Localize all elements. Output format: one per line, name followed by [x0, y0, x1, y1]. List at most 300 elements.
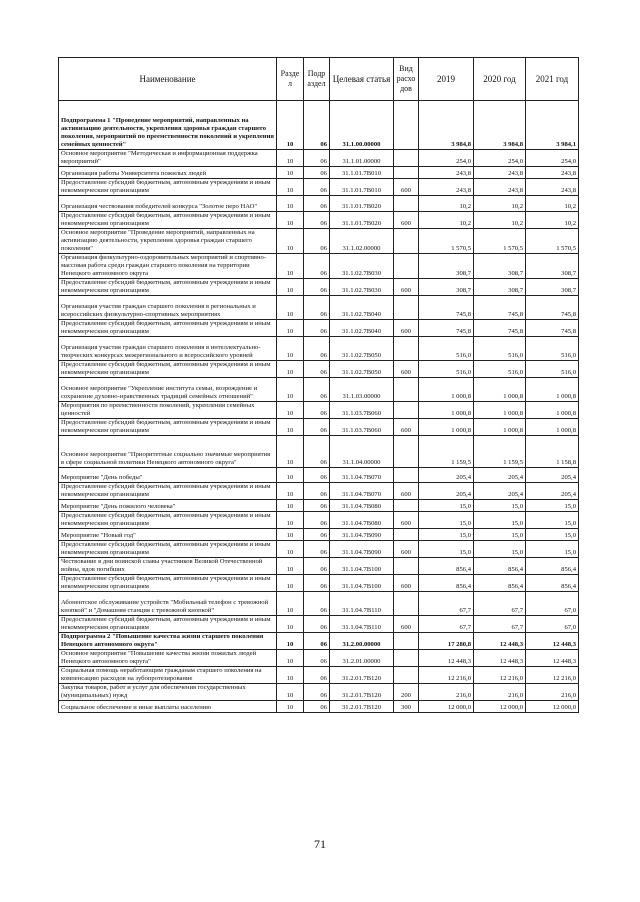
table-header-row — [59, 58, 579, 101]
cell-2020: 1 159,5 — [474, 436, 526, 468]
cell-2021: 216,0 — [526, 684, 579, 701]
cell-target-article: 31.1.02.7В040 — [330, 320, 394, 337]
table-row — [59, 701, 579, 713]
cell-2020: 745,8 — [474, 320, 526, 337]
cell-expense-type — [394, 337, 419, 361]
table-body — [59, 101, 579, 713]
cell-2019: 243,8 — [419, 167, 474, 179]
cell-expense-type: 600 — [394, 212, 419, 229]
cell-expense-type — [394, 468, 419, 483]
cell-2019: 205,4 — [419, 483, 474, 500]
cell-expense-type — [394, 558, 419, 575]
cell-section: 10 — [277, 500, 304, 512]
cell-subsection: 06 — [304, 419, 330, 436]
cell-2020: 15,0 — [474, 541, 526, 558]
cell-expense-type: 200 — [394, 684, 419, 701]
cell-2021: 516,0 — [526, 361, 579, 378]
cell-2019: 516,0 — [419, 361, 474, 378]
cell-2020: 15,0 — [474, 512, 526, 529]
cell-2021: 856,4 — [526, 575, 579, 592]
cell-2019: 745,8 — [419, 320, 474, 337]
cell-2019: 516,0 — [419, 337, 474, 361]
table-row — [59, 378, 579, 402]
table-row — [59, 633, 579, 650]
cell-2019: 308,7 — [419, 279, 474, 296]
cell-subsection: 06 — [304, 541, 330, 558]
cell-section: 10 — [277, 167, 304, 179]
cell-expense-type — [394, 296, 419, 320]
table-row — [59, 337, 579, 361]
cell-section: 10 — [277, 296, 304, 320]
cell-2020: 243,8 — [474, 167, 526, 179]
cell-expense-type: 600 — [394, 575, 419, 592]
cell-name: Абонентское обслуживание устройств "Мобильный телефон с тревожной кнопкой" и "Домашняя станция с тревожной кнопкой" — [59, 592, 277, 616]
cell-section: 10 — [277, 361, 304, 378]
table-row — [59, 361, 579, 378]
cell-section: 10 — [277, 650, 304, 667]
cell-2020: 10,2 — [474, 212, 526, 229]
header-target-article: Целевая статья — [330, 58, 394, 101]
cell-section: 10 — [277, 684, 304, 701]
cell-target-article: 31.1.04.7В070 — [330, 483, 394, 500]
cell-2021: 1 570,5 — [526, 229, 579, 254]
cell-2019: 308,7 — [419, 254, 474, 279]
cell-subsection: 06 — [304, 436, 330, 468]
header-expense-type: Вид расхо дов — [394, 58, 419, 101]
cell-2020: 308,7 — [474, 254, 526, 279]
cell-2019: 15,0 — [419, 512, 474, 529]
cell-subsection: 06 — [304, 361, 330, 378]
cell-section: 10 — [277, 468, 304, 483]
cell-target-article: 31.1.04.7В080 — [330, 500, 394, 512]
cell-target-article: 31.1.03.00000 — [330, 378, 394, 402]
cell-target-article: 31.1.04.7В110 — [330, 592, 394, 616]
table-row — [59, 279, 579, 296]
table-row — [59, 483, 579, 500]
table-row — [59, 254, 579, 279]
header-section: Разде л — [277, 58, 304, 101]
cell-2021: 15,0 — [526, 541, 579, 558]
table-row — [59, 592, 579, 616]
cell-2019: 1 000,8 — [419, 378, 474, 402]
cell-name: Основное мероприятие "Повышение качества жизни пожилых людей Ненецкого автономного округа" — [59, 650, 277, 667]
cell-2021: 12 216,0 — [526, 667, 579, 684]
cell-name: Мероприятие "Новый год" — [59, 529, 277, 541]
cell-target-article: 31.1.02.7В050 — [330, 337, 394, 361]
cell-name: Основное мероприятие "Приоритетные социально значимые мероприятия в сфере социальной политики Ненецкого автономного округа" — [59, 436, 277, 468]
cell-section: 10 — [277, 101, 304, 150]
cell-name: Предоставление субсидий бюджетным, автономным учреждениям и иным некоммерческим организациям — [59, 361, 277, 378]
cell-subsection: 06 — [304, 212, 330, 229]
cell-target-article: 31.1.02.7В040 — [330, 296, 394, 320]
cell-target-article: 31.1.01.7В020 — [330, 212, 394, 229]
cell-2019: 1 000,8 — [419, 419, 474, 436]
header-2021: 2021 год — [526, 58, 579, 101]
cell-target-article: 31.1.01.7В020 — [330, 196, 394, 212]
cell-2020: 15,0 — [474, 529, 526, 541]
cell-2021: 10,2 — [526, 212, 579, 229]
table-row — [59, 167, 579, 179]
cell-subsection: 06 — [304, 101, 330, 150]
cell-target-article: 31.1.01.00000 — [330, 150, 394, 167]
cell-expense-type: 600 — [394, 320, 419, 337]
cell-section: 10 — [277, 337, 304, 361]
cell-2021: 15,0 — [526, 512, 579, 529]
cell-expense-type — [394, 500, 419, 512]
cell-name: Предоставление субсидий бюджетным, автономным учреждениям и иным некоммерческим организациям — [59, 616, 277, 633]
cell-expense-type: 600 — [394, 541, 419, 558]
cell-2020: 856,4 — [474, 575, 526, 592]
table-row — [59, 529, 579, 541]
header-name: Наименование — [59, 58, 277, 101]
table-row — [59, 419, 579, 436]
cell-expense-type: 300 — [394, 701, 419, 713]
cell-target-article: 31.1.01.7В010 — [330, 167, 394, 179]
cell-target-article: 31.1.03.7В060 — [330, 419, 394, 436]
cell-2020: 12 448,3 — [474, 650, 526, 667]
cell-2021: 1 000,8 — [526, 402, 579, 419]
cell-2020: 216,0 — [474, 684, 526, 701]
cell-expense-type — [394, 529, 419, 541]
cell-subsection: 06 — [304, 483, 330, 500]
cell-2021: 10,2 — [526, 196, 579, 212]
cell-2019: 745,8 — [419, 296, 474, 320]
cell-name: Предоставление субсидий бюджетным, автономным учреждениям и иным некоммерческим организациям — [59, 279, 277, 296]
header-2020: 2020 год — [474, 58, 526, 101]
cell-subsection: 06 — [304, 279, 330, 296]
cell-name: Социальное обеспечение и иные выплаты населению — [59, 701, 277, 713]
cell-2020: 1 000,8 — [474, 419, 526, 436]
cell-2019: 216,0 — [419, 684, 474, 701]
cell-subsection: 06 — [304, 701, 330, 713]
cell-2019: 254,0 — [419, 150, 474, 167]
cell-2020: 745,8 — [474, 296, 526, 320]
cell-target-article: 31.1.04.7В100 — [330, 575, 394, 592]
cell-expense-type — [394, 167, 419, 179]
cell-2019: 10,2 — [419, 196, 474, 212]
cell-subsection: 06 — [304, 378, 330, 402]
cell-2020: 856,4 — [474, 558, 526, 575]
budget-table — [58, 57, 579, 713]
cell-2019: 205,4 — [419, 468, 474, 483]
cell-subsection: 06 — [304, 229, 330, 254]
cell-name: Мероприятие "День пожилого человека" — [59, 500, 277, 512]
cell-2019: 3 984,8 — [419, 101, 474, 150]
cell-target-article: 31.1.04.7В090 — [330, 541, 394, 558]
cell-section: 10 — [277, 592, 304, 616]
table-row — [59, 402, 579, 419]
cell-subsection: 06 — [304, 529, 330, 541]
cell-section: 10 — [277, 402, 304, 419]
table-row — [59, 616, 579, 633]
cell-2021: 254,0 — [526, 150, 579, 167]
page-number: 71 — [314, 837, 326, 851]
cell-2021: 15,0 — [526, 529, 579, 541]
cell-2021: 12 000,0 — [526, 701, 579, 713]
cell-section: 10 — [277, 212, 304, 229]
cell-2019: 1 000,8 — [419, 402, 474, 419]
cell-2019: 12 216,0 — [419, 667, 474, 684]
table-row — [59, 512, 579, 529]
cell-name: Основное мероприятие "Укрепление института семьи, возрождение и сохранение духовно-нравственных традиций семейных отношений" — [59, 378, 277, 402]
table-row — [59, 500, 579, 512]
cell-target-article: 31.1.00.00000 — [330, 101, 394, 150]
table-row — [59, 541, 579, 558]
cell-2021: 308,7 — [526, 279, 579, 296]
cell-2021: 3 984,1 — [526, 101, 579, 150]
cell-expense-type — [394, 101, 419, 150]
table-row — [59, 101, 579, 150]
cell-2020: 205,4 — [474, 468, 526, 483]
table-row — [59, 296, 579, 320]
table-row — [59, 179, 579, 196]
cell-subsection: 06 — [304, 150, 330, 167]
cell-2020: 254,0 — [474, 150, 526, 167]
cell-2020: 205,4 — [474, 483, 526, 500]
cell-subsection: 06 — [304, 633, 330, 650]
cell-name: Организация работы Университета пожилых людей — [59, 167, 277, 179]
cell-target-article: 31.1.03.7В060 — [330, 402, 394, 419]
cell-2021: 205,4 — [526, 483, 579, 500]
cell-2021: 67,0 — [526, 592, 579, 616]
cell-section: 10 — [277, 378, 304, 402]
cell-expense-type: 600 — [394, 361, 419, 378]
cell-subsection: 06 — [304, 402, 330, 419]
cell-subsection: 06 — [304, 167, 330, 179]
cell-expense-type — [394, 150, 419, 167]
cell-subsection: 06 — [304, 558, 330, 575]
cell-target-article: 31.2.01.7В120 — [330, 684, 394, 701]
table-row — [59, 436, 579, 468]
cell-2020: 243,8 — [474, 179, 526, 196]
cell-subsection: 06 — [304, 667, 330, 684]
cell-subsection: 06 — [304, 684, 330, 701]
cell-2019: 12 000,0 — [419, 701, 474, 713]
cell-section: 10 — [277, 436, 304, 468]
cell-name: Основное мероприятие "Проведение мероприятий, направленных на активизацию деятельности, укрепления здоровья граждан старшего поколения" — [59, 229, 277, 254]
cell-2021: 15,0 — [526, 500, 579, 512]
cell-section: 10 — [277, 701, 304, 713]
cell-section: 10 — [277, 320, 304, 337]
table-row — [59, 212, 579, 229]
cell-subsection: 06 — [304, 650, 330, 667]
cell-name: Предоставление субсидий бюджетным, автономным учреждениям и иным некоммерческим организациям — [59, 419, 277, 436]
cell-section: 10 — [277, 254, 304, 279]
cell-expense-type: 600 — [394, 616, 419, 633]
cell-2021: 308,7 — [526, 254, 579, 279]
table-row — [59, 229, 579, 254]
table-row — [59, 558, 579, 575]
cell-name: Социальная помощь неработающим гражданам старшего поколения на компенсацию расходов на зубопротезирование — [59, 667, 277, 684]
table-row — [59, 575, 579, 592]
cell-subsection: 06 — [304, 320, 330, 337]
cell-expense-type — [394, 667, 419, 684]
cell-target-article: 31.2.01.7В120 — [330, 667, 394, 684]
cell-target-article: 31.1.02.7В030 — [330, 279, 394, 296]
cell-target-article: 31.1.02.00000 — [330, 229, 394, 254]
cell-name: Предоставление субсидий бюджетным, автономным учреждениям и иным некоммерческим организациям — [59, 212, 277, 229]
cell-expense-type — [394, 229, 419, 254]
cell-name: Мероприятия по преемственности поколений, укрепления семейных ценностей — [59, 402, 277, 419]
cell-2019: 12 448,3 — [419, 650, 474, 667]
cell-2019: 67,7 — [419, 616, 474, 633]
cell-2021: 1 000,8 — [526, 419, 579, 436]
cell-target-article: 31.1.04.7В070 — [330, 468, 394, 483]
cell-target-article: 31.2.00.00000 — [330, 633, 394, 650]
cell-2019: 243,8 — [419, 179, 474, 196]
cell-2020: 308,7 — [474, 279, 526, 296]
cell-name: Подпрограмма 1 "Проведение мероприятий, направленных на активизацию деятельности, укрепления здоровья граждан старшего поколения, мероприятий по преемственности поколений и укрепления семейных ценностей" — [59, 101, 277, 150]
cell-target-article: 31.1.04.7В110 — [330, 616, 394, 633]
cell-section: 10 — [277, 529, 304, 541]
cell-name: Организация чествования победителей конкурса "Золотое перо НАО" — [59, 196, 277, 212]
cell-2021: 12 448,3 — [526, 650, 579, 667]
cell-2021: 1 000,8 — [526, 378, 579, 402]
cell-section: 10 — [277, 419, 304, 436]
cell-section: 10 — [277, 150, 304, 167]
cell-section: 10 — [277, 541, 304, 558]
header-subsection: Подр аздел — [304, 58, 330, 101]
cell-2020: 516,0 — [474, 337, 526, 361]
cell-expense-type — [394, 196, 419, 212]
header-2019: 2019 — [419, 58, 474, 101]
cell-expense-type: 600 — [394, 179, 419, 196]
cell-section: 10 — [277, 558, 304, 575]
cell-2021: 67,0 — [526, 616, 579, 633]
cell-2019: 856,4 — [419, 575, 474, 592]
cell-section: 10 — [277, 229, 304, 254]
table-row — [59, 150, 579, 167]
cell-section: 10 — [277, 279, 304, 296]
cell-section: 10 — [277, 616, 304, 633]
cell-name: Предоставление субсидий бюджетным, автономным учреждениям и иным некоммерческим организациям — [59, 483, 277, 500]
cell-section: 10 — [277, 512, 304, 529]
table-row — [59, 468, 579, 483]
cell-subsection: 06 — [304, 500, 330, 512]
cell-2021: 243,8 — [526, 179, 579, 196]
cell-subsection: 06 — [304, 179, 330, 196]
cell-target-article: 31.2.01.00000 — [330, 650, 394, 667]
cell-target-article: 31.1.04.00000 — [330, 436, 394, 468]
cell-subsection: 06 — [304, 592, 330, 616]
cell-expense-type — [394, 650, 419, 667]
cell-2020: 1 000,8 — [474, 402, 526, 419]
cell-2019: 15,0 — [419, 500, 474, 512]
cell-name: Мероприятие "День победы" — [59, 468, 277, 483]
cell-2021: 1 158,8 — [526, 436, 579, 468]
cell-2020: 67,7 — [474, 592, 526, 616]
cell-2020: 12 000,0 — [474, 701, 526, 713]
cell-2019: 10,2 — [419, 212, 474, 229]
cell-expense-type — [394, 378, 419, 402]
cell-name: Предоставление субсидий бюджетным, автономным учреждениям и иным некоммерческим организациям — [59, 512, 277, 529]
cell-expense-type: 600 — [394, 483, 419, 500]
cell-target-article: 31.1.01.7В010 — [330, 179, 394, 196]
cell-2019: 17 280,8 — [419, 633, 474, 650]
cell-2020: 1 000,8 — [474, 378, 526, 402]
cell-subsection: 06 — [304, 512, 330, 529]
cell-section: 10 — [277, 667, 304, 684]
table-row — [59, 684, 579, 701]
cell-2021: 856,4 — [526, 558, 579, 575]
table-row — [59, 196, 579, 212]
cell-subsection: 06 — [304, 575, 330, 592]
cell-subsection: 06 — [304, 254, 330, 279]
cell-name: Организация участия граждан старшего поколения в региональных и всероссийских физкультурно-спортивных мероприятиях — [59, 296, 277, 320]
cell-name: Организация участия граждан старшего поколения в интеллектуально-творческих конкурсах межрегионального и всероссийского уровней — [59, 337, 277, 361]
cell-2019: 15,0 — [419, 541, 474, 558]
cell-2019: 15,0 — [419, 529, 474, 541]
cell-name: Подпрограмма 2 "Повышение качества жизни старшего поколения Ненецкого автономного округа" — [59, 633, 277, 650]
table-row — [59, 667, 579, 684]
cell-target-article: 31.1.04.7В080 — [330, 512, 394, 529]
cell-subsection: 06 — [304, 468, 330, 483]
cell-2021: 516,0 — [526, 337, 579, 361]
cell-name: Предоставление субсидий бюджетным, автономным учреждениям и иным некоммерческим организациям — [59, 179, 277, 196]
cell-section: 10 — [277, 575, 304, 592]
cell-2021: 243,8 — [526, 167, 579, 179]
cell-expense-type — [394, 254, 419, 279]
cell-2021: 12 448,3 — [526, 633, 579, 650]
cell-2020: 67,7 — [474, 616, 526, 633]
cell-subsection: 06 — [304, 296, 330, 320]
cell-name: Предоставление субсидий бюджетным, автономным учреждениям и иным некоммерческим организациям — [59, 575, 277, 592]
cell-expense-type — [394, 592, 419, 616]
cell-subsection: 06 — [304, 337, 330, 361]
cell-2021: 745,8 — [526, 296, 579, 320]
cell-2020: 12 216,0 — [474, 667, 526, 684]
cell-name: Предоставление субсидий бюджетным, автономным учреждениям и иным некоммерческим организациям — [59, 541, 277, 558]
cell-name: Организация физкультурно-оздоровительных мероприятий и спортивно-массовая работа среди граждан старшего поколения на территории Ненецкого автономного округа — [59, 254, 277, 279]
cell-expense-type — [394, 436, 419, 468]
cell-expense-type: 600 — [394, 279, 419, 296]
cell-2019: 856,4 — [419, 558, 474, 575]
cell-2019: 1 159,5 — [419, 436, 474, 468]
cell-2021: 745,8 — [526, 320, 579, 337]
cell-expense-type: 600 — [394, 419, 419, 436]
cell-2020: 12 448,3 — [474, 633, 526, 650]
table-row — [59, 320, 579, 337]
table-row — [59, 650, 579, 667]
cell-target-article: 31.1.04.7В090 — [330, 529, 394, 541]
cell-2020: 3 984,8 — [474, 101, 526, 150]
cell-expense-type — [394, 402, 419, 419]
cell-2020: 1 570,5 — [474, 229, 526, 254]
cell-section: 10 — [277, 179, 304, 196]
cell-name: Закупка товаров, работ и услуг для обеспечения государственных (муниципальных) нужд — [59, 684, 277, 701]
cell-name: Чествование в дни воинской славы участников Великой Отечественной войны, вдов погибших — [59, 558, 277, 575]
cell-target-article: 31.1.02.7В030 — [330, 254, 394, 279]
cell-2019: 67,7 — [419, 592, 474, 616]
cell-name: Основное мероприятие "Методическая и информационная поддержка мероприятий" — [59, 150, 277, 167]
cell-section: 10 — [277, 633, 304, 650]
cell-subsection: 06 — [304, 616, 330, 633]
cell-2020: 15,0 — [474, 500, 526, 512]
cell-expense-type: 600 — [394, 512, 419, 529]
cell-2020: 516,0 — [474, 361, 526, 378]
cell-section: 10 — [277, 483, 304, 500]
cell-2020: 10,2 — [474, 196, 526, 212]
cell-subsection: 06 — [304, 196, 330, 212]
cell-2021: 205,4 — [526, 468, 579, 483]
cell-target-article: 31.2.01.7В120 — [330, 701, 394, 713]
cell-2019: 1 570,5 — [419, 229, 474, 254]
cell-target-article: 31.1.04.7В100 — [330, 558, 394, 575]
cell-expense-type — [394, 633, 419, 650]
cell-section: 10 — [277, 196, 304, 212]
cell-target-article: 31.1.02.7В050 — [330, 361, 394, 378]
cell-name: Предоставление субсидий бюджетным, автономным учреждениям и иным некоммерческим организациям — [59, 320, 277, 337]
